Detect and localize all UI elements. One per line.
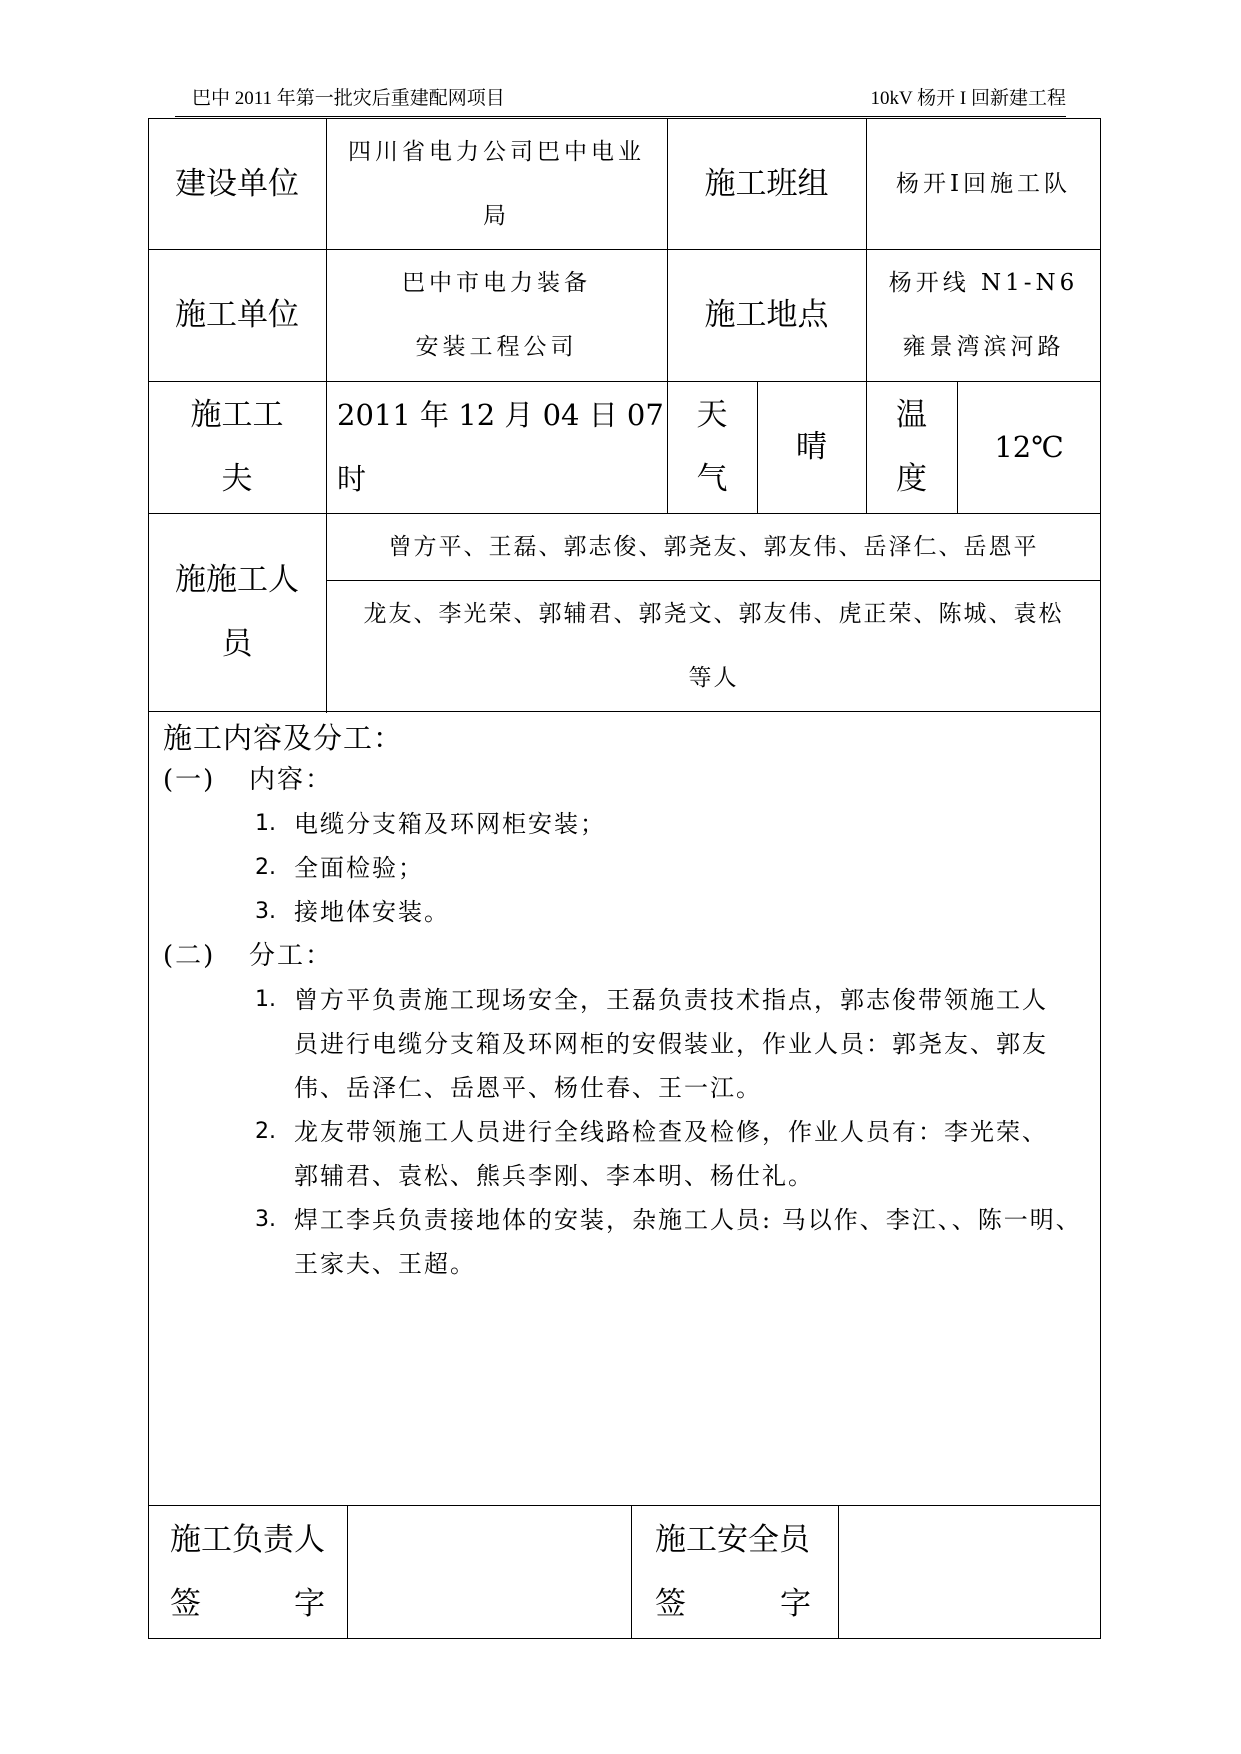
safety-sign-left: 签: [655, 1586, 686, 1622]
list-item: [163, 1198, 1093, 1286]
staff-label-line1: 施施工人: [175, 562, 299, 598]
weather-label-line2: 气: [696, 461, 728, 497]
staff-label: [148, 513, 326, 711]
site-value: [866, 249, 1101, 381]
item-number: 3.: [255, 899, 276, 924]
section-heading: [163, 758, 1093, 802]
safety-sign-right: 字: [780, 1586, 811, 1622]
constructor-value-line1: 巴中市电力装备: [402, 270, 591, 296]
item-text: [294, 1110, 1048, 1198]
constructor-value-line2: 安装工程公司: [415, 334, 578, 360]
weather-label-line1: 天: [696, 397, 728, 433]
site-value-line1: 杨开线 N1-N6: [888, 270, 1079, 296]
item-number: 1.: [255, 987, 276, 1012]
constructor-label-text: 施工单位: [175, 297, 299, 333]
item-text-line: 龙友带领施工人员进行全线路检查及检修，作业人员有：李光荣、: [294, 1118, 1048, 1146]
section-heading: [163, 934, 1093, 978]
temperature-label-line2: 度: [896, 461, 927, 497]
safety-label: 施工安全员: [655, 1522, 810, 1558]
weather-value-text: 晴: [796, 429, 827, 465]
staff-line-2: [326, 580, 1101, 711]
row-divider: [148, 1505, 1101, 1506]
time-label: [148, 381, 326, 513]
staff-line-3-text: 等人: [688, 664, 739, 691]
section-number: (二): [163, 941, 216, 971]
item-text-line: 员进行电缆分支箱及环网柜的安假装业，作业人员：郭尧友、郭友: [294, 1030, 1048, 1058]
item-text: 全面检验；: [294, 854, 424, 882]
list-item: [163, 846, 1093, 890]
weather-label: [667, 381, 757, 513]
build-unit-value: [326, 118, 667, 249]
site-value-line2: 雍景湾滨河路: [902, 334, 1065, 360]
time-value-line1: 2011 年 12 月 04 日 07: [337, 398, 664, 432]
leader-signature-field[interactable]: [349, 1507, 630, 1637]
constructor-value: [326, 249, 667, 381]
item-number: 1.: [255, 811, 276, 836]
list-item: [163, 1110, 1093, 1198]
constructor-label: [148, 249, 326, 381]
list-item: [163, 978, 1093, 1110]
time-label-line1: 施工工: [190, 397, 284, 433]
team-value-text: 杨开Ⅰ回施工队: [895, 170, 1072, 197]
time-value: [326, 381, 667, 513]
leader-sign-right: 字: [294, 1586, 325, 1622]
header-engineering-title: 10kV 杨开 I 回新建工程: [870, 88, 1066, 109]
temperature-label: [866, 381, 957, 513]
staff-line-1: [326, 513, 1101, 580]
item-text: [294, 1198, 1082, 1286]
safety-signature-field[interactable]: [840, 1507, 1099, 1637]
leader-label: 施工负责人: [170, 1522, 325, 1558]
site-label-text: 施工地点: [704, 297, 829, 333]
temperature-value: [957, 381, 1101, 513]
list-item: [163, 890, 1093, 934]
item-text: 电缆分支箱及环网柜安装；: [294, 810, 606, 838]
team-label-text: 施工班组: [704, 165, 829, 202]
item-text-line: 焊工李兵负责接地体的安装，杂施工人员: 马以作、李江、、陈一明、: [294, 1206, 1082, 1234]
col-divider: [347, 1505, 348, 1639]
staff-label-line2: 员: [221, 626, 253, 662]
row-divider: [148, 711, 1101, 712]
time-label-line2: 夫: [221, 461, 253, 497]
list-item: [163, 802, 1093, 846]
build-unit-label-text: 建设单位: [175, 165, 299, 202]
staff-line-1-text: 曾方平、王磊、郭志俊、郭尧友、郭友伟、岳泽仁、岳恩平: [388, 533, 1039, 560]
build-unit-value-line1: 四川省电力公司巴中电业: [348, 138, 645, 165]
section-number: (一): [163, 765, 216, 795]
section-items: [163, 802, 1093, 934]
team-label: [667, 118, 866, 249]
item-text-line: 曾方平负责施工现场安全，王磊负责技术指点，郭志俊带领施工人: [294, 986, 1048, 1014]
header-project-title: 巴中 2011 年第一批灾后重建配网项目: [192, 88, 505, 109]
temperature-label-line1: 温: [896, 397, 927, 433]
section-title: 内容：: [249, 765, 334, 795]
content-title: 施工内容及分工：: [163, 721, 404, 755]
item-text-line: 郭辅君、袁松、熊兵李刚、李本明、杨仕礼。: [294, 1162, 814, 1190]
col-divider: [631, 1505, 632, 1639]
time-value-line2: 时: [337, 462, 367, 496]
item-text-line: 王家夫、王超。: [294, 1250, 476, 1278]
team-value: [866, 118, 1101, 249]
work-content: [163, 718, 1093, 1286]
section-items: [163, 978, 1093, 1286]
item-text: 接地体安装。: [294, 898, 450, 926]
temperature-value-text: 12℃: [994, 430, 1064, 464]
build-unit-value-line2: 局: [483, 202, 510, 229]
item-text-line: 伟、岳泽仁、岳恩平、杨仕春、王一江。: [294, 1074, 762, 1102]
build-unit-label: [148, 118, 326, 249]
staff-line-2-text: 龙友、李光荣、郭辅君、郭尧文、郭友伟、虎正荣、陈城、袁松: [363, 600, 1064, 627]
site-label: [667, 249, 866, 381]
col-divider: [838, 1505, 839, 1639]
header-rule: [175, 116, 1066, 117]
weather-value: [757, 381, 866, 513]
section-title: 分工：: [249, 941, 334, 971]
item-number: 3.: [255, 1207, 276, 1232]
item-number: 2.: [255, 855, 276, 880]
item-text: [294, 978, 1048, 1110]
leader-sign-left: 签: [170, 1586, 201, 1622]
item-number: 2.: [255, 1119, 276, 1144]
